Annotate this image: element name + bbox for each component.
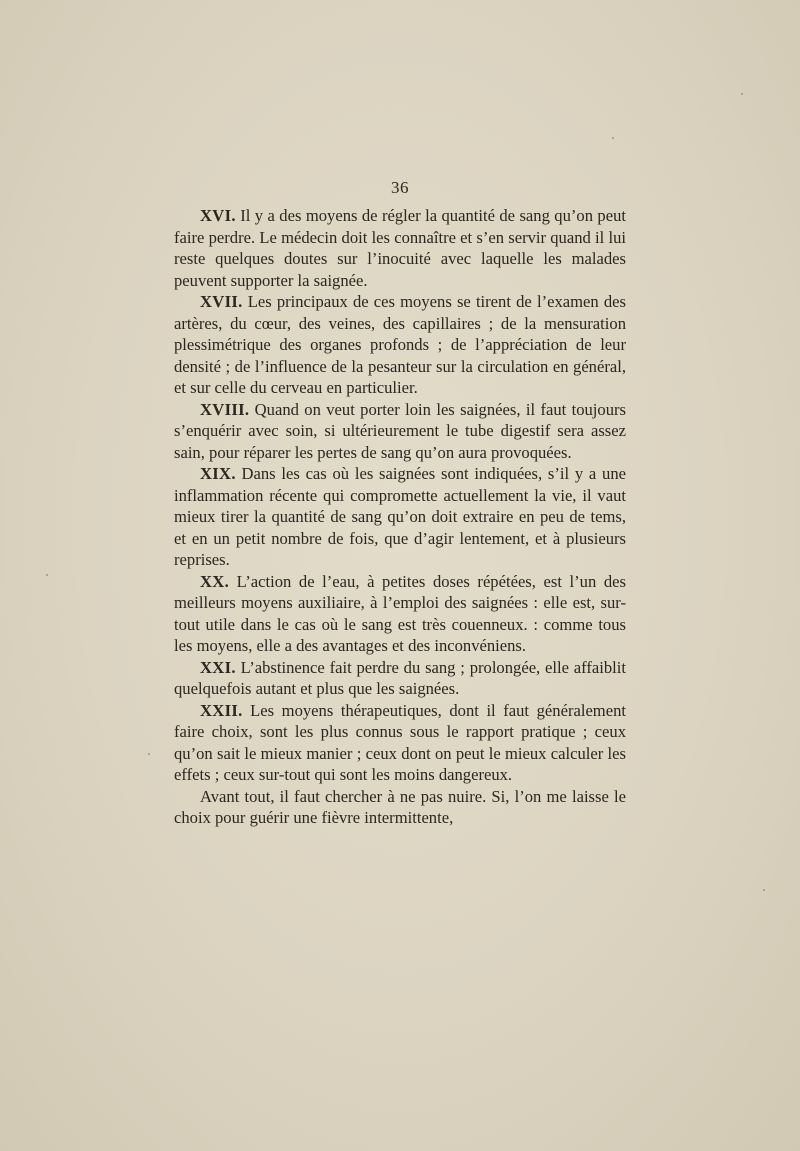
paragraph-text: Quand on veut porter loin les saignées, il faut toujours s’enquérir avec soin, si ultérieurement le tube digestif sera assez sain, pour réparer les pertes de sang qu’on aura provoquées. xyxy=(174,399,626,462)
paragraph-text: L’action de l’eau, à petites doses répétées, est l’un des meilleurs moyens auxiliaire, à l’emploi des saignées : elle est, sur-tout utile dans le cas où le sang est très couenneux. : comme tous les moyens, elle a des avantages et des inconvéniens. xyxy=(174,571,626,655)
section-numeral: XIX. xyxy=(200,464,236,483)
section-numeral: XXII. xyxy=(200,700,243,720)
paragraph-text: Les moyens thérapeutiques, dont il faut généralement faire choix, sont les plus connus sous le rapport pratique ; ceux qu’on sait le mieux manier ; ceux dont on peut le mieux calculer les effets ; ceux sur-tout qui sont les moins dangereux. xyxy=(174,700,626,784)
paper-speck xyxy=(612,137,614,139)
paper-speck xyxy=(741,93,743,95)
paragraph-xix xyxy=(174,463,626,571)
section-numeral: XX. xyxy=(200,571,230,591)
paragraph-text: Il y a des moyens de régler la quantité de sang qu’on peut faire perdre. Le médecin doit les connaître et s’en servir quand il lui reste quelques doutes sur l’inocuité avec laquelle les malades peuvent supporter la saignée. xyxy=(174,206,626,290)
paragraph-final xyxy=(174,786,626,829)
paragraph-xvii xyxy=(174,291,626,399)
paragraph-text: Les principaux de ces moyens se tirent de l’examen des artères, du cœur, des veines, des capillaires ; de la mensuration plessimétrique des organes profonds ; de l’appréciation de leur densité ; de l’influence de la pesanteur sur la circulation en général, et sur celle du cerveau en particulier. xyxy=(174,292,626,397)
section-numeral: XVI. xyxy=(200,206,236,225)
paragraph-xvi xyxy=(174,205,626,291)
paragraph-xxii xyxy=(174,700,626,786)
paragraph-xviii xyxy=(174,399,626,464)
paper-speck xyxy=(46,574,48,576)
paragraph-text: Dans les cas où les saignées sont indiquées, s’il y a une inflammation récente qui compromette actuellement la vie, il vaut mieux tirer la quantité de sang qu’on doit extraire en peu de tems, et en un petit nombre de fois, que d’agir lentement, et à plusieurs reprises. xyxy=(174,464,626,569)
section-numeral: XVII. xyxy=(200,292,243,311)
paragraph-text: Avant tout, il faut chercher à ne pas nuire. Si, l’on me laisse le choix pour guérir une fièvre intermittente, xyxy=(174,786,626,827)
paragraph-text: L’abstinence fait perdre du sang ; prolongée, elle affaiblit quelquefois autant et plus que les saignées. xyxy=(174,657,626,698)
paper-speck xyxy=(148,753,150,755)
paragraph-xxi xyxy=(174,657,626,700)
paragraph-xx xyxy=(174,571,626,657)
page-number: 36 xyxy=(391,178,409,197)
section-numeral: XXI. xyxy=(200,657,236,677)
body-text xyxy=(174,205,626,829)
section-numeral: XVIII. xyxy=(200,399,250,419)
paper-speck xyxy=(763,889,765,891)
